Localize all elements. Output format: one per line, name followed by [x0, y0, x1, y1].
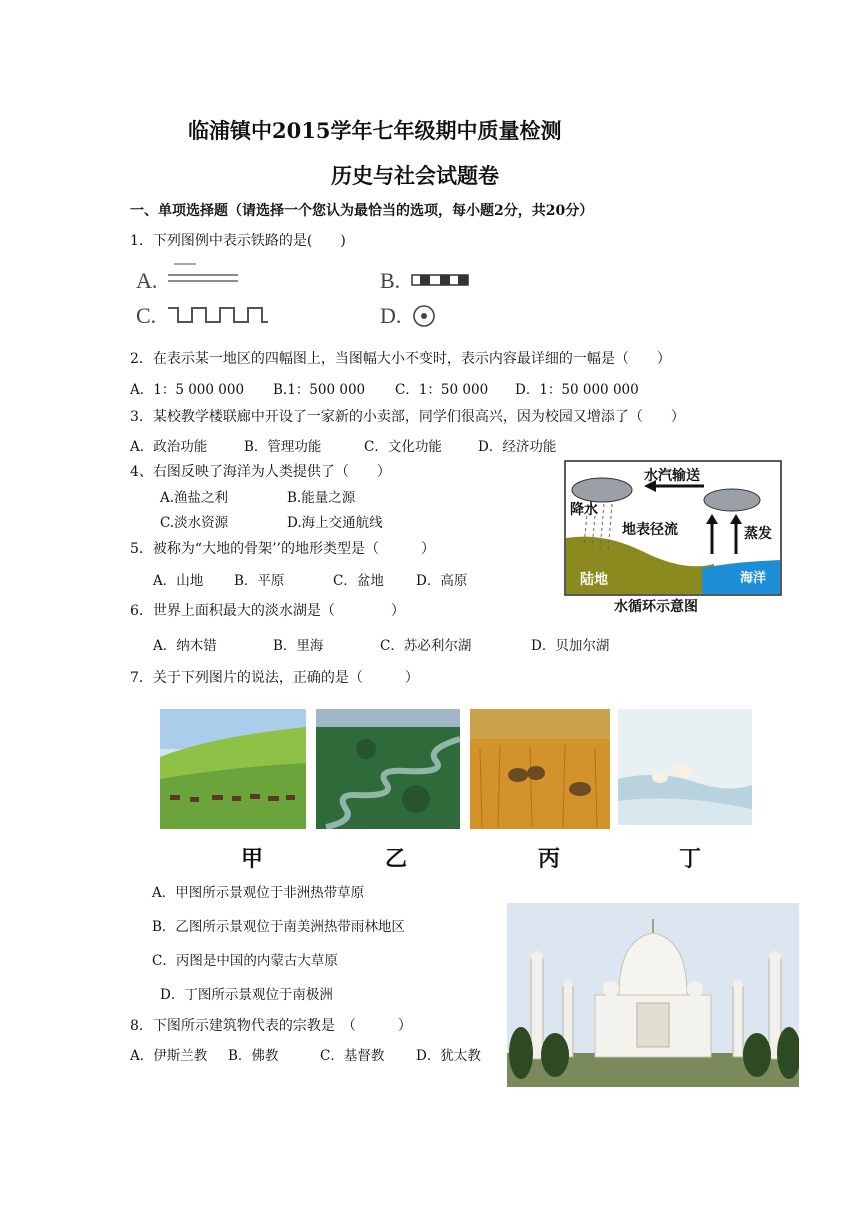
question-2-stem: 2．在表示某一地区的四幅图上，当图幅大小不变时，表示内容最详细的一幅是（ ）	[130, 351, 671, 367]
q7-option-a[interactable]: A．甲图所示景观位于非洲热带草原	[152, 885, 365, 901]
capital-city-icon	[410, 302, 438, 330]
question-3-stem: 3．某校教学楼联廊中开设了一家新的小卖部，同学们很高兴，因为校园又增添了（ ）	[130, 409, 685, 425]
q5-option-d[interactable]: D．高原	[416, 573, 468, 589]
q8-option-d[interactable]: D．犹太教	[416, 1048, 481, 1064]
railway-double-line-icon	[166, 260, 240, 290]
caption-bing: 丙	[538, 847, 561, 872]
q4-option-d[interactable]: D.海上交通航线	[287, 515, 383, 531]
section-heading: 一、单项选择题（请选择一个您认为最恰当的选项，每小题2分，共20分）	[130, 203, 594, 219]
wc-runoff-label: 地表径流	[622, 522, 678, 538]
railway-dashed-icon	[410, 272, 470, 288]
q3-option-c[interactable]: C．文化功能	[364, 439, 442, 455]
q7-option-b[interactable]: B．乙图所示景观位于南美洲热带雨林地区	[152, 919, 405, 935]
legend-label-c: C.	[136, 303, 157, 328]
q3-option-d[interactable]: D．经济功能	[478, 439, 557, 455]
q6-option-c[interactable]: C．苏必利尔湖	[380, 638, 472, 654]
q5-option-b[interactable]: B．平原	[234, 573, 285, 589]
legend-label-a: A.	[136, 268, 158, 293]
q5-option-c[interactable]: C．盆地	[333, 573, 384, 589]
q2-option-c[interactable]: C．1：50 000	[395, 382, 489, 398]
water-cycle-caption: 水循环示意图	[614, 599, 698, 615]
q8-option-b[interactable]: B．佛教	[228, 1048, 279, 1064]
exam-subtitle: 历史与社会试题卷	[331, 163, 499, 188]
q3-option-a[interactable]: A．政治功能	[130, 439, 208, 455]
q7-option-d[interactable]: D．丁图所示景观位于南极洲	[160, 987, 333, 1003]
q6-option-d[interactable]: D．贝加尔湖	[531, 638, 610, 654]
caption-ding: 丁	[679, 847, 702, 872]
wall-boundary-icon	[166, 302, 270, 328]
q4-option-b[interactable]: B.能量之源	[287, 490, 356, 506]
q4-option-c[interactable]: C.淡水资源	[160, 515, 229, 531]
taj-mahal-photo	[507, 903, 799, 1087]
water-cycle-diagram	[564, 460, 782, 596]
question-7-stem: 7．关于下列图片的说法，正确的是（ ）	[130, 670, 419, 686]
wc-precip-label: 降水	[570, 502, 598, 518]
q2-option-a[interactable]: A．1：5 000 000	[130, 382, 245, 398]
legend-label-b: B.	[380, 268, 401, 293]
q2-option-b[interactable]: B.1：500 000	[273, 382, 366, 398]
wc-land-label: 陆地	[580, 572, 608, 588]
q6-option-b[interactable]: B．里海	[273, 638, 324, 654]
savanna-photo	[470, 709, 610, 829]
question-5-stem: 5．被称为“大地的骨架’’的地形类型是（ ）	[130, 541, 435, 557]
q4-option-a[interactable]: A.渔盐之利	[160, 490, 229, 506]
caption-yi: 乙	[385, 847, 408, 872]
wc-evap-label: 蒸发	[744, 526, 772, 542]
grassland-photo	[160, 709, 306, 829]
exam-title: 临浦镇中2015学年七年级期中质量检测	[188, 118, 562, 143]
wc-ocean-label: 海洋	[740, 571, 767, 586]
wc-transport-label: 水汽输送	[644, 468, 700, 484]
legend-label-d: D.	[380, 303, 402, 328]
q8-option-c[interactable]: C．基督教	[320, 1048, 385, 1064]
caption-jia: 甲	[241, 847, 264, 872]
q8-option-a[interactable]: A．伊斯兰教	[130, 1048, 208, 1064]
q7-option-c[interactable]: C．丙图是中国的内蒙古大草原	[152, 953, 338, 969]
q3-option-b[interactable]: B．管理功能	[244, 439, 322, 455]
question-8-stem: 8．下图所示建筑物代表的宗教是 （ ）	[130, 1018, 412, 1034]
rainforest-river-photo	[316, 709, 460, 829]
q6-option-a[interactable]: A．纳木错	[153, 638, 217, 654]
q5-option-a[interactable]: A．山地	[153, 573, 204, 589]
question-1-stem: 1．下列图例中表示铁路的是( )	[130, 233, 346, 249]
q2-option-d[interactable]: D．1：50 000 000	[515, 382, 639, 398]
question-4-stem: 4、右图反映了海洋为人类提供了（ ）	[130, 464, 391, 480]
polar-ice-photo	[618, 709, 752, 825]
question-6-stem: 6．世界上面积最大的淡水湖是（ ）	[130, 603, 405, 619]
